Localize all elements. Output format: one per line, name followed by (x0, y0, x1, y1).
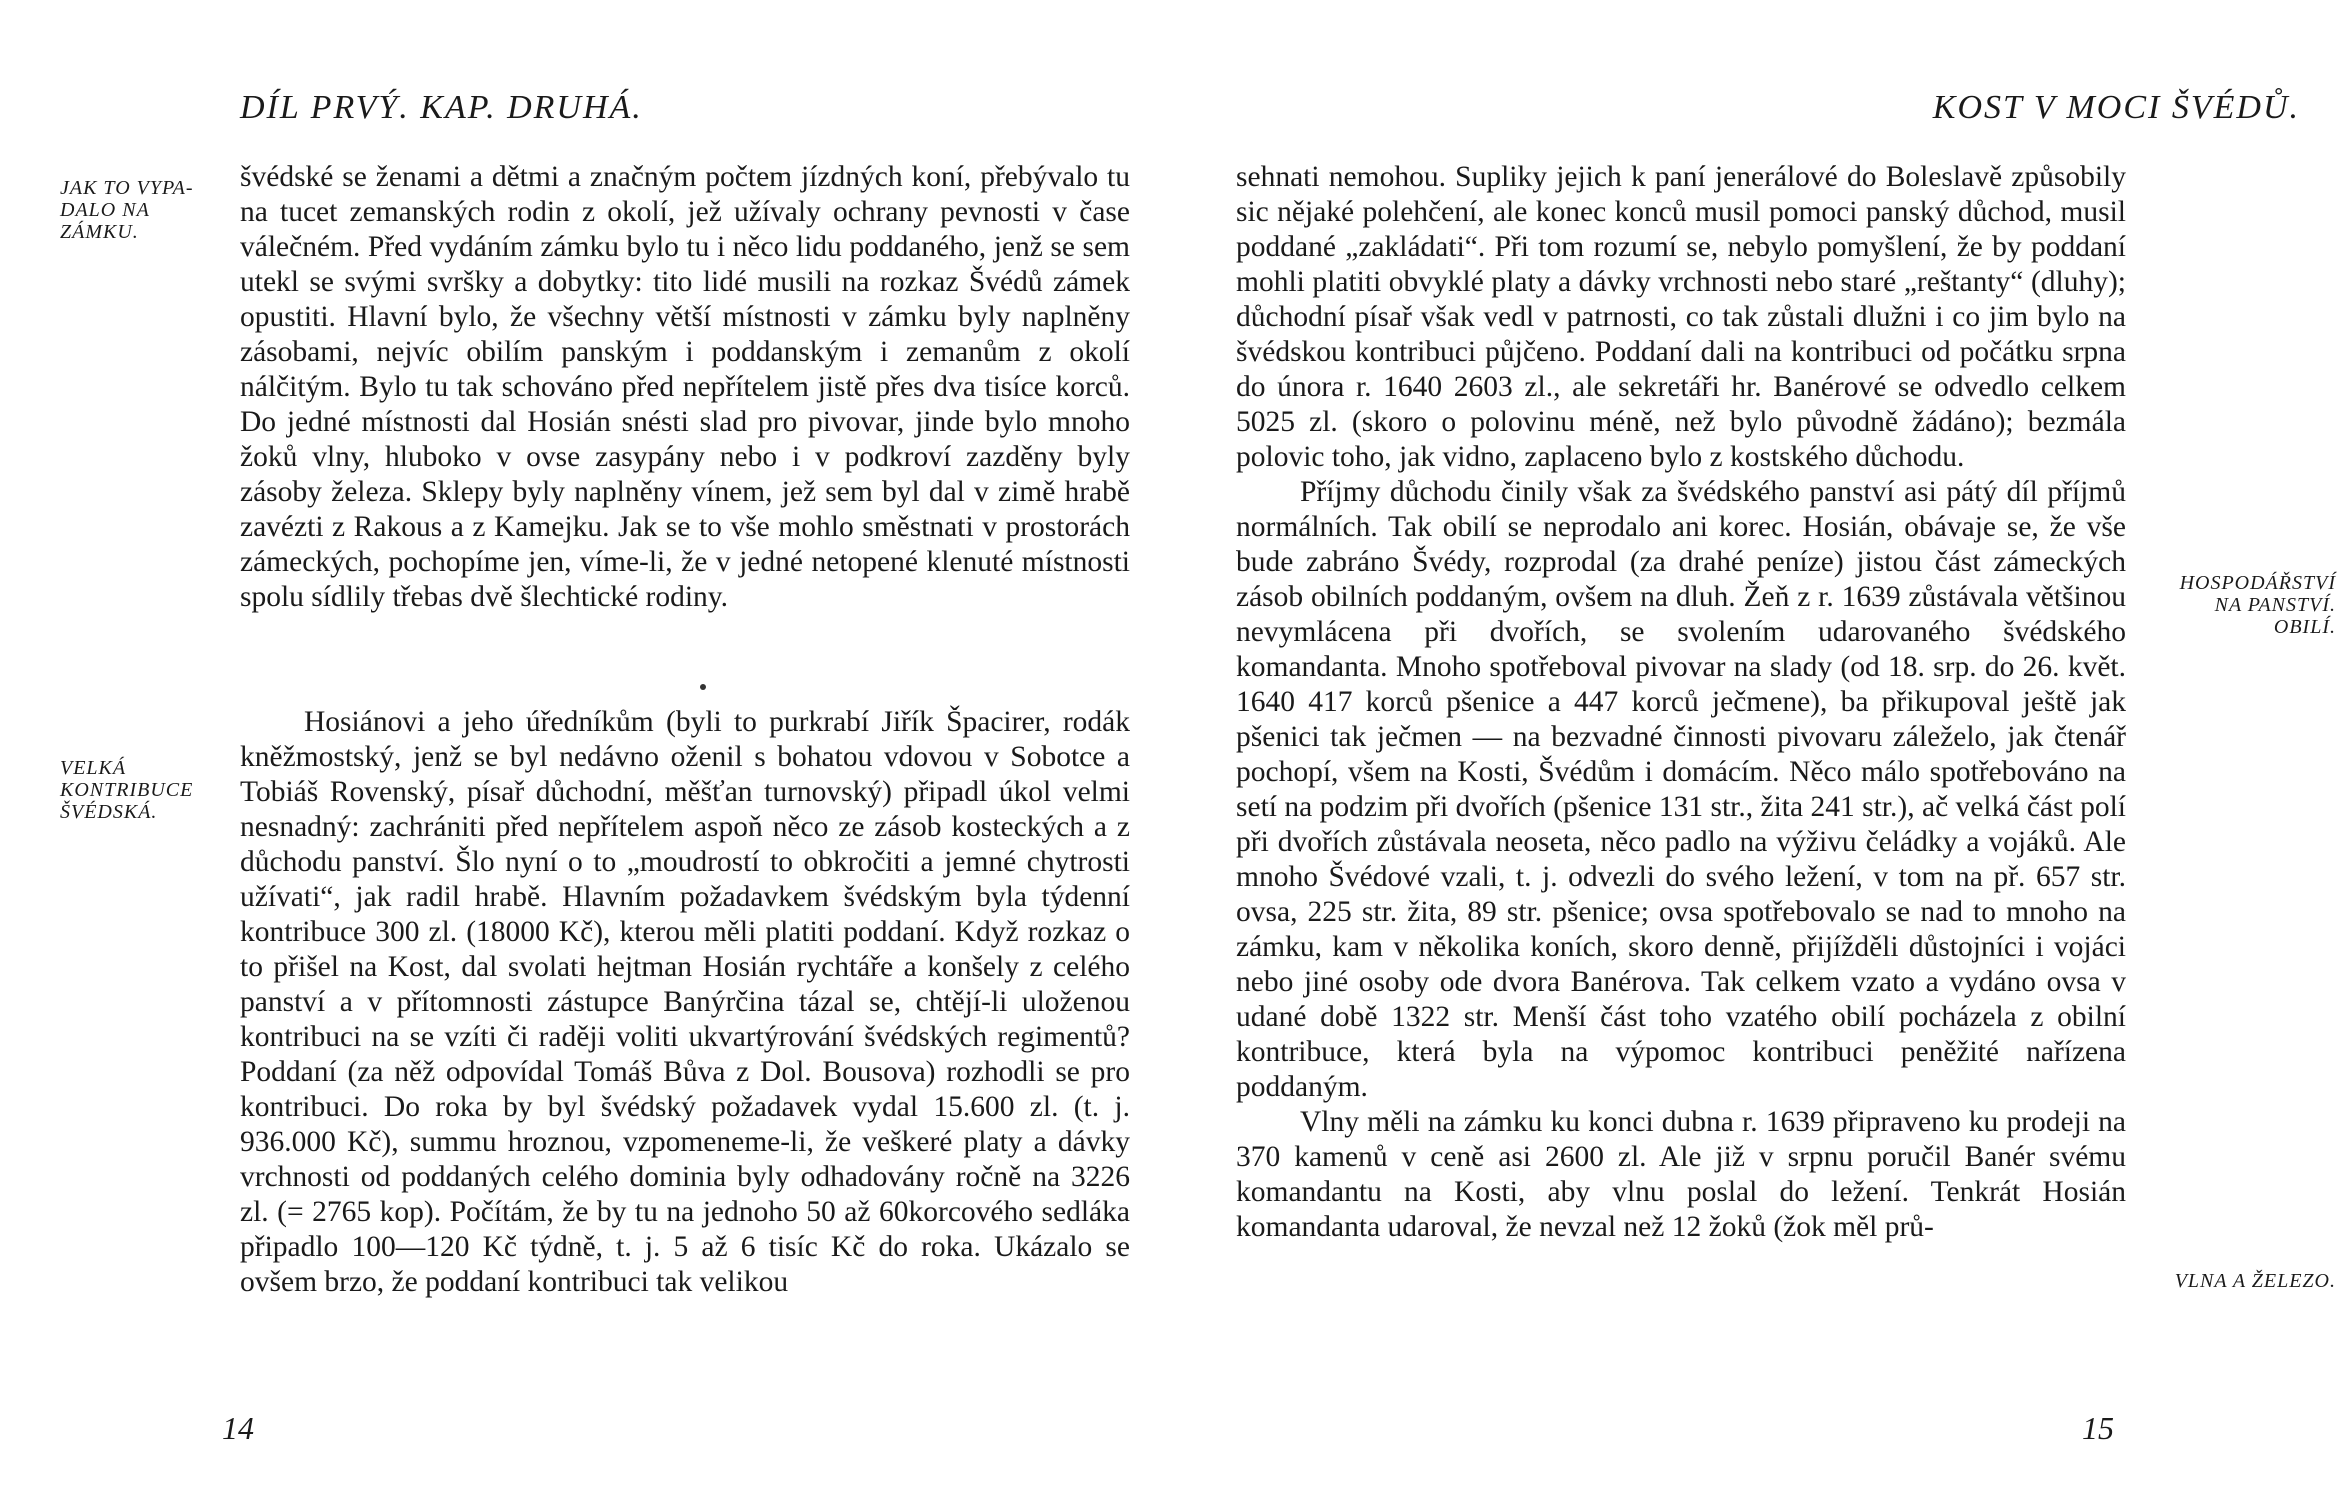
paragraph: Vlny měli na zámku ku konci dubna r. 1639 připraveno ku prodeji na 370 kamenů v ceně asi 2600 zl. Ale již v srpnu poručil Banér svému komandantu na Kosti, aby vlnu poslal do ležení. Tenkrát Hosián komandanta udaroval, že nevzal než 12 žoků (žok měl prů- (1236, 1106, 2126, 1243)
body-text (1236, 160, 2126, 1245)
running-head: DÍL PRVÝ. KAP. DRUHÁ. (240, 89, 643, 126)
paragraph: Příjmy důchodu činily však za švédského panství asi pátý díl příjmů normálních. Tak obilí se neprodalo ani korec. Hosián, obávaje se, že vše bude zabráno Švédy, rozprodal (za drahé peníze) jistou část zámeckých zásob obilních poddaným, ovšem na dluh. Žeň z r. 1639 zůstávala většinou nevymlácena při dvořích, se svolením udarovaného švédského komandanta. Mnoho spotřeboval pivovar na slady (od 18. srp. do 26. květ. 1640 417 korců pšenice a 447 korců ječmene), ba přikupoval ještě jak pšenici tak ječmen — na bezvadné činnosti pivovaru záleželo, jak čtenář pochopí, všem na Kosti, Švédům i domácím. Něco málo spotřebováno na setí na podzim při dvořích (pšenice 131 str., žita 241 str.), ač velká část polí při dvořích zůstávala neoseta, něco padlo na výživu čeládky a vojáků. Ale mnoho Švédové vzali, t. j. odvezli do svého ležení, v tom na př. 657 str. ovsa, 225 str. žita, 89 str. pšenice; ovsa spotřebovalo se nad to mnoho na zámku, kam v několika koních, skoro denně, přijížděli důstojníci i vojáci nebo jiné osoby ode dvora Banérova. Tak celkem vzato a vydáno ovsa v udané době 1322 str. Menší část toho vzatého obilí pocházela z obilní kontribuce, která byla na výpomoc kontribuci peněžité nařízena poddaným. (1236, 476, 2126, 1103)
right-page (1172, 0, 2344, 1501)
page-number: 14 (222, 1410, 254, 1446)
section-separator (700, 684, 706, 690)
paragraph: sehnati nemohou. Supliky jejich k paní jenerálové do Boleslavě způsobily sic nějaké polehčení, ale konec konců musil pomoci panský důchod, musil poddané „zakládati“. Při tom rozumí se, nebylo pomyšlení, že by poddaní mohli platiti obvyklé platy a dávky vrchnosti nebo staré „reštanty“ (dluhy); důchodní písař však vedl v patrnosti, co tak zůstali dlužni i co jim bylo na švédskou kontribuci půjčeno. Poddaní dali na kontribuci od počátku srpna do února r. 1640 2603 zl., ale sekretáři hr. Banérové se odvedlo celkem 5025 zl. (skoro o polovinu méně, než bylo původně žádáno); bezmála polovic toho, jak vidno, zaplaceno bylo z kostského důchodu. (1236, 161, 2126, 473)
margin-note: JAK TO VYPA-DALO NA ZÁMKU. (60, 177, 194, 243)
page-number: 15 (2082, 1410, 2114, 1446)
margin-note: VELKÁ KONTRIBUCE ŠVÉDSKÁ. (60, 757, 194, 823)
margin-note: HOSPODÁŘSTVÍ NA PANSTVÍ. OBILÍ. (2179, 572, 2336, 638)
paragraph: švédské se ženami a dětmi a značným počtem jízdných koní, přebývalo tu na tucet zemanských rodin z okolí, jež užívaly ochrany pevnosti v čase válečném. Před vydáním zámku bylo tu i něco lidu poddaného, jenž se sem utekl se svými svršky a dobytky: tito lidé musili na rozkaz Švédů zámek opustiti. Hlavní bylo, že všechny větší místnosti v zámku byly naplněny zásobami, nejvíc obilím panským i poddanským i zemanům z okolí nálčitým. Bylo tu tak schováno před nepřítelem jistě přes dva tisíce korců. Do jedné místnosti dal Hosián snésti slad pro pivovar, jinde bylo mnoho žoků vlny, hluboko v ovse zasypány nebo i v podkroví zazděny byly zásoby železa. Sklepy byly naplněny vínem, jež sem byl dal v zimě hrabě zavézti z Rakous a z Kamejku. Jak se to vše mohlo směstnati v prostorách zámeckých, pochopíme jen, víme-li, že v jedné netopené klenuté místnosti spolu sídlily třebas dvě šlechtické rodiny. (240, 161, 1130, 613)
paragraph: Hosiánovi a jeho úředníkům (byli to purkrabí Jiřík Špacirer, rodák kněžmostský, jenž se byl nedávno oženil s bohatou vdovou v Sobotce a Tobiáš Rovenský, písař důchodní, měšťan turnovský) připadl úkol velmi nesnadný: zachrániti před nepřítelem aspoň něco ze zásob kosteckých a z důchodu panství. Šlo nyní o to „moudrostí to obkročiti a jemné chytrosti užívati“, jak radil hrabě. Hlavním požadavkem švédským byla týdenní kontribuce 300 zl. (18000 Kč), kterou měli platiti poddaní. Když rozkaz o to přišel na Kost, dal svolati hejtman Hosián rychtáře a konšely z celého panství a v přítomnosti zástupce Banýrčina tázal se, chtějí-li uloženou kontribuci na se vzíti či raději voliti ukvartýrování švédských regimentů? Poddaní (za něž odpovídal Tomáš Bůva z Dol. Bousova) rozhodli se pro kontribuci. Do roka by byl švédský požadavek vydal 15.600 zl. (t. j. 936.000 Kč), summu hroznou, vzpomeneme-li, že veškeré platy a dávky vrchnosti od poddaných celého dominia byly odhadovány ročně na 3226 zl. (= 2765 kop). Počítám, že by tu na jednoho 50 až 60korcového sedláka připadlo 100—120 Kč týdně, t. j. 5 až 6 tisíc Kč do roka. Ukázalo se ovšem brzo, že poddaní kontribuci tak velikou (240, 706, 1130, 1298)
body-text (240, 160, 1130, 615)
running-head: KOST V MOCI ŠVÉDŮ. (1932, 89, 2300, 126)
margin-note: VLNA A ŽELEZO. (2174, 1270, 2336, 1292)
body-text (240, 705, 1130, 1300)
